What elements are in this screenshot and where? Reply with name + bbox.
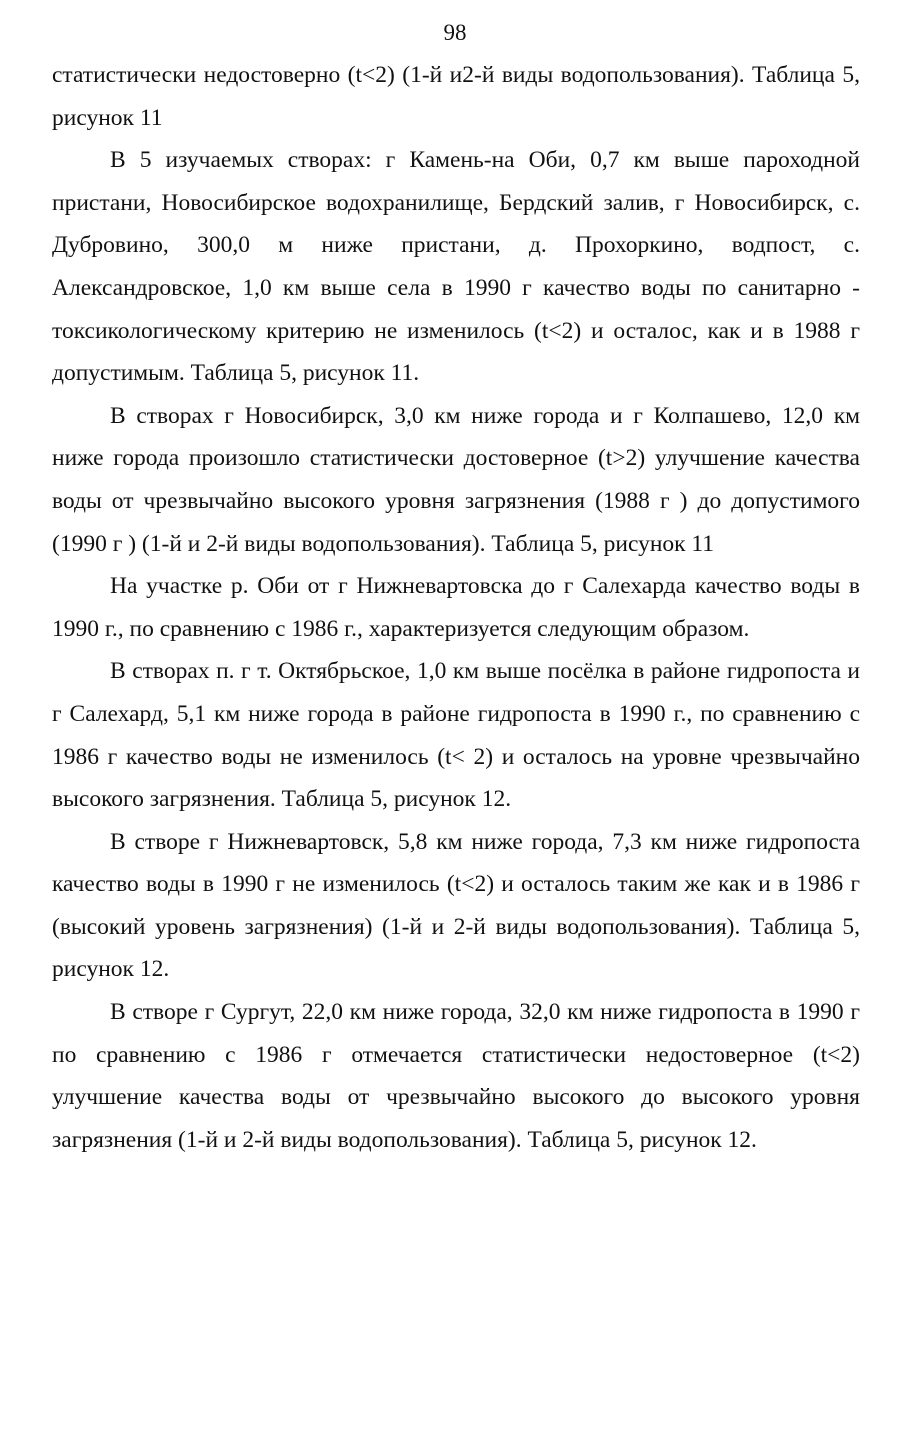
paragraph-continuation: статистически недостоверно (t<2) (1-й и2-й виды водопользования). Таблица 5, рисунок 11: [52, 62, 860, 131]
paragraph-nizhnevartovsk: В створе г Нижневартовск, 5,8 км ниже города, 7,3 км ниже гидропоста качество воды в 1990 г не изменилось (t<2) и осталось таким же как и в 1986 г (высокий уровень загрязнения) (1-й и 2-й виды водопользования). Таблица 5, рисунок 12.: [52, 828, 860, 983]
page-number: 98: [443, 20, 467, 45]
paragraph-nizhnevartovsk-salekhard-section: На участке р. Оби от г Нижневартовска до г Салехарда качество воды в 1990 г., по сравнению с 1986 г., характеризуется следующим образом.: [52, 573, 860, 642]
paragraph-oktyabrskoe-salekhard: В створах п. г т. Октябрьское, 1,0 км выше посёлка в районе гидропоста и г Салехард, 5,1 км ниже города в районе гидропоста в 1990 г., по сравнению с 1986 г качество воды не изменилось (t< 2) и осталось на уровне чрезвычайно высокого загрязнения. Таблица 5, рисунок 12.: [52, 658, 860, 813]
paragraph-five-sites: В 5 изучаемых створах: г Камень-на Оби, 0,7 км выше пароходной пристани, Новосибирское водохранилище, Бердский залив, г Новосибирск, с. Дубровино, 300,0 м ниже пристани, д. Прохоркино, водпост, с. Александровское, 1,0 км выше села в 1990 г качество воды по санитарно - токсикологическому критерию не изменилось (t<2) и осталос, как и в 1988 г допустимым. Таблица 5, рисунок 11.: [52, 147, 860, 387]
paragraph-surgut: В створе г Сургут, 22,0 км ниже города, 32,0 км ниже гидропоста в 1990 г по сравнению с 1986 г отмечается статистически недостоверное (t<2) улучшение качества воды от чрезвычайно высокого до высокого уровня загрязнения (1-й и 2-й виды водопользования). Таблица 5, рисунок 12.: [52, 999, 860, 1153]
paragraph-novosibirsk-kolpashevo: В створах г Новосибирск, 3,0 км ниже города и г Колпашево, 12,0 км ниже города произошло статистически достоверное (t>2) улучшение качества воды от чрезвычайно высокого уровня загрязнения (1988 г ) до допустимого (1990 г ) (1-й и 2-й виды водопользования). Таблица 5, рисунок 11: [52, 402, 860, 557]
document-body: [52, 54, 860, 1161]
